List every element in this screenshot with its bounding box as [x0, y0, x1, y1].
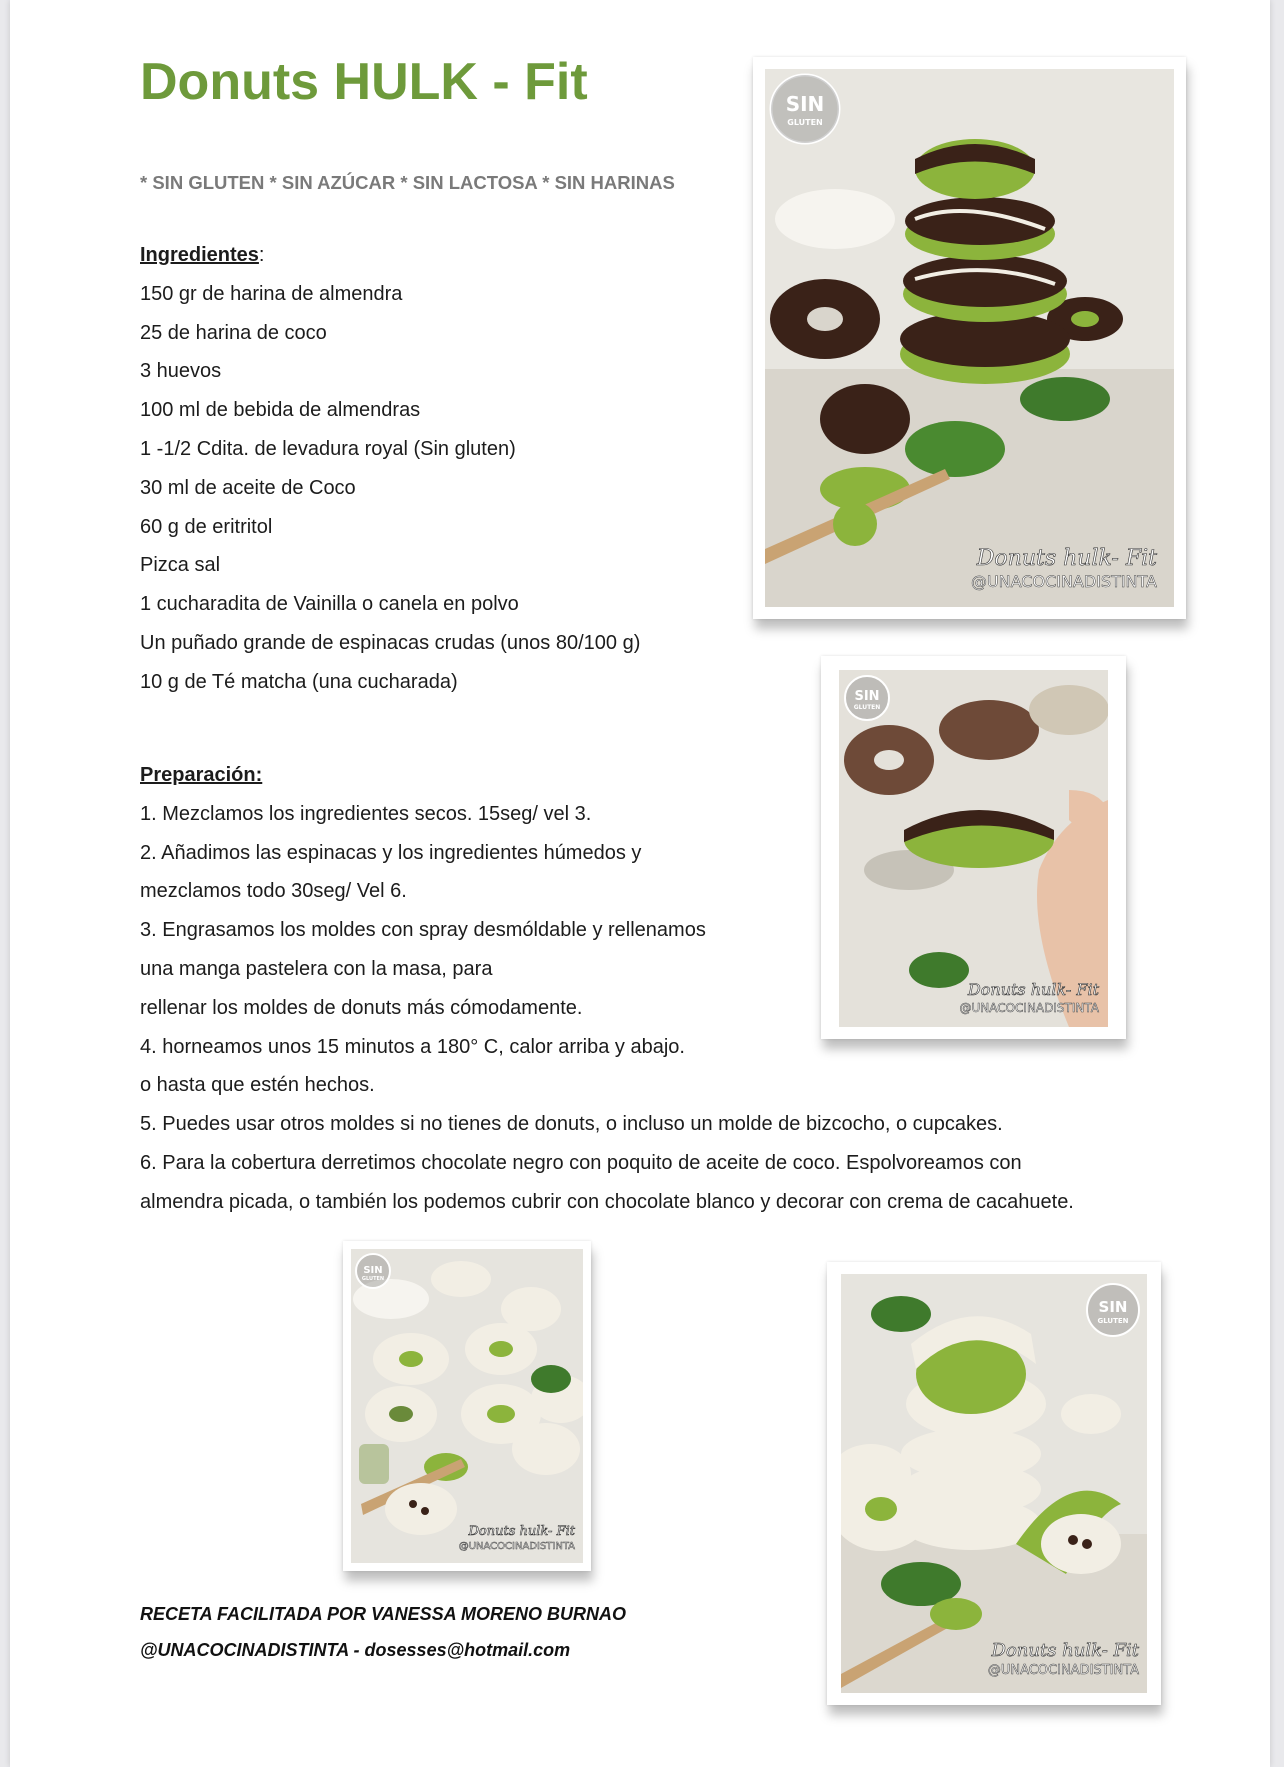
ingredient-item: Pizca sal: [140, 554, 221, 577]
preparation-line: rellenar los moldes de donuts más cómodamente.: [140, 996, 583, 1019]
ingredient-item: 25 de harina de coco: [140, 321, 327, 344]
ingredient-item: 10 g de Té matcha (una cucharada): [140, 670, 458, 693]
sin-gluten-badge-top: SIN: [854, 689, 880, 704]
watermark-script: Donuts hulk- Fit: [967, 980, 1099, 999]
sin-gluten-badge-bottom: GLUTEN: [361, 1276, 385, 1282]
photo-donut-stack: [753, 57, 1186, 619]
photo-white-donut-stack: [827, 1262, 1161, 1705]
preparation-line: 2. Añadimos las espinacas y los ingredientes húmedos y: [140, 841, 642, 864]
preparation-line: una manga pastelera con la masa, para: [140, 957, 493, 980]
sin-gluten-badge-bottom: GLUTEN: [1097, 1317, 1129, 1325]
watermark-script: Donuts hulk- Fit: [976, 546, 1157, 571]
preparation-line: 1. Mezclamos los ingredientes secos. 15seg/ vel 3.: [140, 802, 592, 825]
watermark-handle: @UNACOCINADISTINTA: [970, 572, 1157, 591]
sin-gluten-badge-top: SIN: [363, 1265, 383, 1276]
watermark-script: Donuts hulk- Fit: [991, 1640, 1139, 1661]
ingredient-item: 100 ml de bebida de almendras: [140, 399, 421, 422]
ingredients-heading-colon: :: [258, 244, 265, 266]
ingredients-heading: Ingredientes: [140, 244, 259, 266]
sin-gluten-badge-top: SIN: [785, 92, 825, 116]
watermark-handle: @UNACOCINADISTINTA: [458, 1541, 575, 1552]
preparation-line: mezclamos todo 30seg/ Vel 6.: [140, 880, 407, 903]
ingredient-item: 60 g de eritritol: [140, 515, 273, 538]
watermark-handle: @UNACOCINADISTINTA: [987, 1663, 1139, 1678]
preparation-line: 4. horneamos unos 15 minutos a 180° C, calor arriba y abajo.: [140, 1035, 685, 1058]
credit-author: RECETA FACILITADA POR VANESSA MORENO BURNAO: [140, 1604, 627, 1624]
preparation-line: 6. Para la cobertura derretimos chocolate negro con poquito de aceite de coco. Espolvoreamos con: [140, 1151, 1022, 1174]
preparation-heading: Preparación:: [140, 764, 263, 786]
recipe-credit: [140, 1596, 626, 1668]
credit-contact: @UNACOCINADISTINTA - dosesses@hotmail.com: [140, 1640, 571, 1660]
preparation-line: 3. Engrasamos los moldes con spray desmóldable y rellenamos: [140, 919, 706, 942]
preparation-line: 5. Puedes usar otros moldes si no tienes de donuts, o incluso un molde de bizcocho, o cupcakes.: [140, 1113, 1003, 1136]
watermark-handle: @UNACOCINADISTINTA: [959, 1001, 1099, 1015]
ingredient-item: 30 ml de aceite de Coco: [140, 476, 356, 499]
ingredient-item: Un puñado grande de espinacas crudas (unos 80/100 g): [140, 631, 641, 654]
watermark-script: Donuts hulk- Fit: [468, 1524, 575, 1539]
photo-white-donuts: [343, 1241, 591, 1571]
sin-gluten-badge-bottom: GLUTEN: [853, 704, 881, 711]
ingredient-item: 150 gr de harina de almendra: [140, 282, 403, 305]
ingredient-item: 3 huevos: [140, 360, 222, 383]
diet-tagline: * SIN GLUTEN * SIN AZÚCAR * SIN LACTOSA * SIN HARINAS: [140, 172, 675, 193]
ingredient-item: 1 cucharadita de Vainilla o canela en polvo: [140, 593, 519, 616]
ingredients-heading-line: [140, 236, 780, 275]
photo-hand-donut: [821, 656, 1126, 1039]
preparation-line: o hasta que estén hechos.: [140, 1074, 375, 1097]
hand-donut-illustration: [839, 670, 1108, 1027]
white-donut-stack-illustration: [841, 1274, 1147, 1693]
donut-stack-illustration: [765, 69, 1174, 607]
ingredient-item: 1 -1/2 Cdita. de levadura royal (Sin gluten): [140, 437, 516, 460]
ingredients-section: [140, 236, 780, 702]
recipe-title: Donuts HULK - Fit: [140, 53, 588, 111]
sin-gluten-badge-bottom: GLUTEN: [787, 118, 823, 127]
preparation-line: almendra picada, o también los podemos cubrir con chocolate blanco y decorar con crema de cacahuete.: [140, 1190, 1074, 1213]
recipe-page: [10, 0, 1270, 1767]
white-donuts-illustration: [351, 1249, 583, 1563]
sin-gluten-badge-top: SIN: [1098, 1298, 1128, 1316]
